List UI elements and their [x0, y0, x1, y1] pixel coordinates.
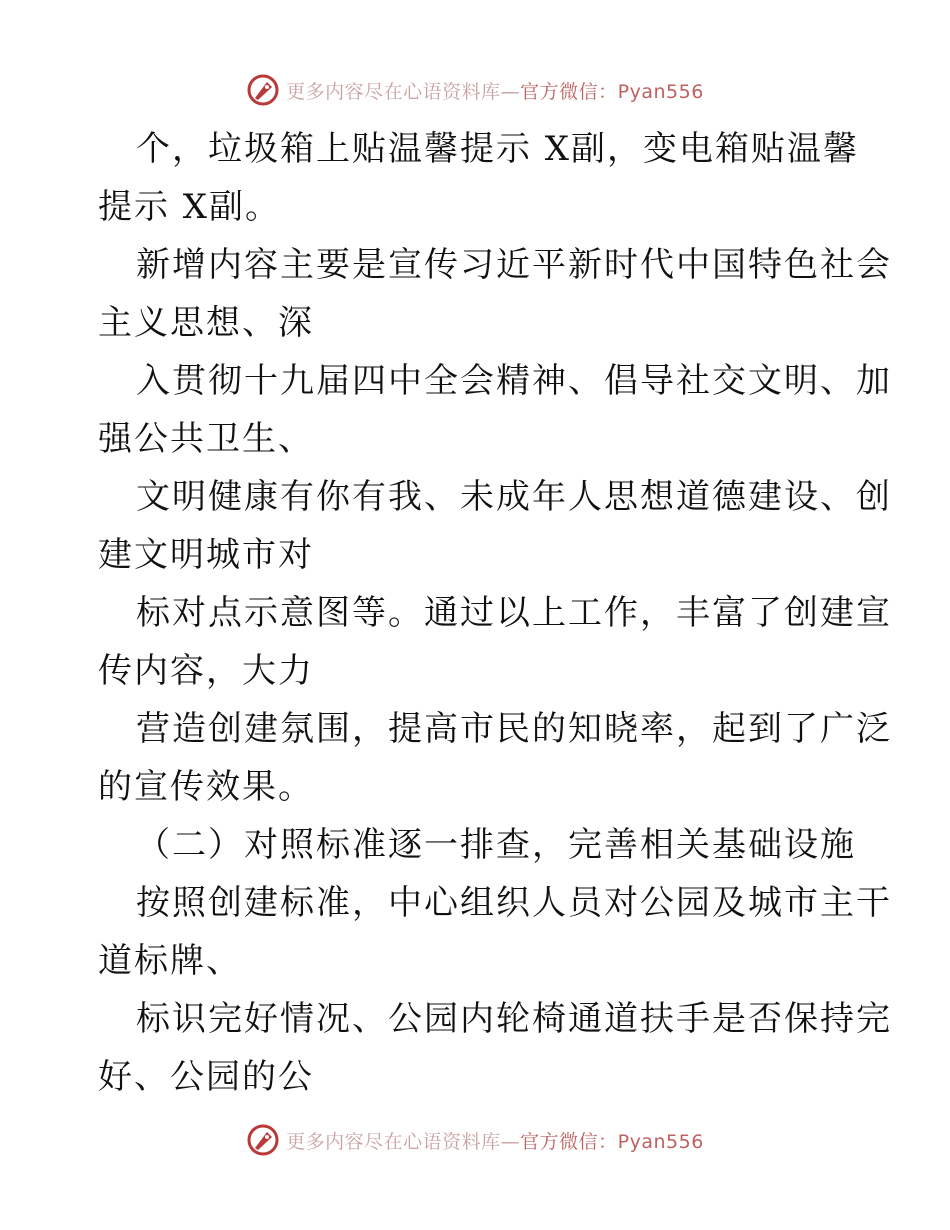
footer-brand-text: 更多内容尽在心语资料库—: [286, 1130, 521, 1153]
body-line: 主义思想、深: [98, 303, 314, 343]
body-line: 营造创建氛围，提高市民的知晓率，起到了广泛: [136, 709, 892, 749]
footer-text: [286, 1127, 704, 1154]
body-line: 道标牌、: [98, 941, 242, 981]
header-brand-text: 更多内容尽在心语资料库—: [286, 80, 521, 103]
body-line: 按照创建标准，中心组织人员对公园及城市主干: [136, 883, 892, 923]
section-heading: （二）对照标准逐一排查，完善相关基础设施: [136, 825, 856, 865]
body-line: 标对点示意图等。通过以上工作，丰富了创建宣: [136, 593, 892, 633]
body-line: 建文明城市对: [98, 535, 314, 575]
header-text: [286, 77, 704, 104]
body-line: 的宣传效果。: [98, 767, 314, 807]
body-line: 文明健康有你有我、未成年人思想道德建设、创: [136, 477, 892, 517]
header-wechat-text: 官方微信：Pyan556: [520, 80, 704, 103]
body-line: 传内容，大力: [98, 651, 314, 691]
footer-banner: [0, 1120, 950, 1160]
document-body: [98, 120, 892, 1106]
body-line: 好、公园的公: [98, 1057, 314, 1097]
body-line: 个，垃圾箱上贴温馨提示 X副，变电箱贴温馨: [136, 129, 860, 169]
pen-nib-icon: [246, 73, 280, 107]
footer-wechat-text: 官方微信：Pyan556: [520, 1130, 704, 1153]
pen-nib-icon: [246, 1123, 280, 1157]
body-line: 强公共卫生、: [98, 419, 314, 459]
body-line: 新增内容主要是宣传习近平新时代中国特色社会: [136, 245, 892, 285]
header-banner: [0, 70, 950, 110]
body-line: 入贯彻十九届四中全会精神、倡导社交文明、加: [136, 361, 892, 401]
body-line: 提示 X副。: [98, 187, 282, 227]
body-line: 标识完好情况、公园内轮椅通道扶手是否保持完: [136, 999, 892, 1039]
